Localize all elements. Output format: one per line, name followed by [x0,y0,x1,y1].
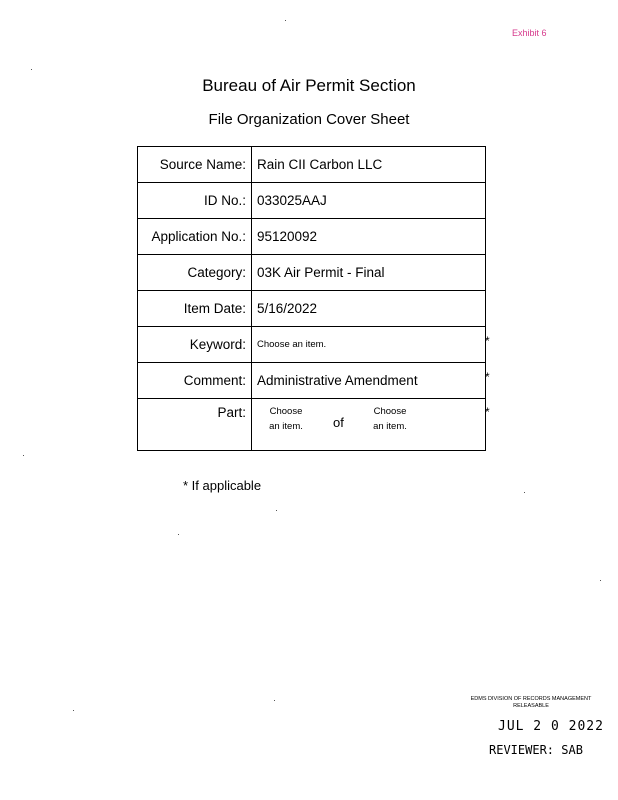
scan-speck [178,534,179,535]
scan-speck [23,455,24,456]
part-first-line1: Choose [269,406,303,417]
comment-value: Administrative Amendment [252,363,486,399]
cover-sheet-table [137,146,486,451]
table-row [138,183,486,219]
table-row [138,147,486,183]
scan-speck [276,510,277,511]
part-second-line2: an item. [373,421,407,432]
records-division: EDMS DIVISION OF RECORDS MANAGEMENT [470,696,592,702]
table-row [138,327,486,363]
records-releasable: RELEASABLE [513,703,549,709]
keyword-asterisk: * [485,334,490,348]
scan-speck [31,69,32,70]
part-second-choice [360,404,420,434]
keyword-label: Keyword: [138,327,252,363]
stamp-reviewer: REVIEWER: SAB [489,743,583,757]
scan-speck [285,20,286,21]
table-row [138,219,486,255]
keyword-value: Choose an item. [252,327,486,363]
stamp-date: JUL 2 0 2022 [498,719,604,734]
table-row [138,363,486,399]
item-date-label: Item Date: [138,291,252,327]
page-subtitle: File Organization Cover Sheet [208,111,410,128]
category-value: 03K Air Permit - Final [252,255,486,291]
comment-asterisk: * [485,370,490,384]
part-first-choice [256,404,316,434]
exhibit-label: Exhibit 6 [512,28,547,38]
scan-speck [73,710,74,711]
comment-label: Comment: [138,363,252,399]
source-name-label: Source Name: [138,147,252,183]
part-asterisk: * [485,405,490,419]
table-row [138,291,486,327]
part-second-line1: Choose [373,406,407,417]
page-title: Bureau of Air Permit Section [202,76,416,95]
applicable-note: * If applicable [183,478,262,493]
scan-speck [600,580,601,581]
part-of-text: of [333,415,344,430]
part-value [252,399,486,451]
category-label: Category: [138,255,252,291]
id-no-label: ID No.: [138,183,252,219]
table-row [138,399,486,451]
part-first-line2: an item. [269,421,303,432]
application-no-label: Application No.: [138,219,252,255]
id-no-value: 033025AAJ [252,183,486,219]
scan-speck [274,700,275,701]
item-date-value: 5/16/2022 [252,291,486,327]
part-label: Part: [138,399,252,451]
table-row [138,255,486,291]
source-name-value: Rain CII Carbon LLC [252,147,486,183]
scan-speck [524,492,525,493]
application-no-value: 95120092 [252,219,486,255]
records-stamp [466,696,596,710]
